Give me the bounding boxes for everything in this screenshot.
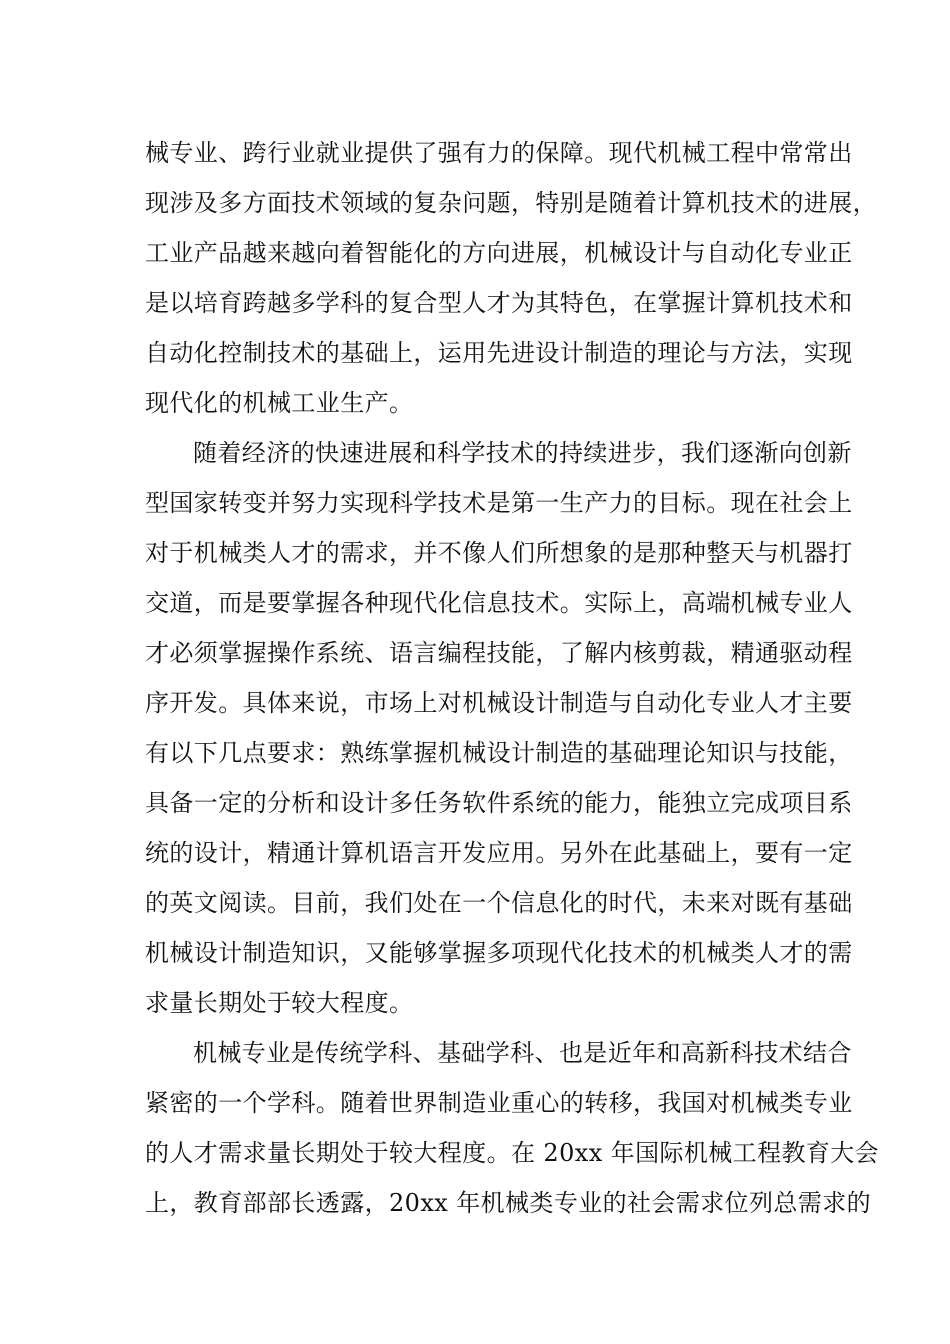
paragraph-line: 自动化控制技术的基础上，运用先进设计制造的理论与方法，实现	[145, 339, 853, 367]
paragraph-line: 现代化的机械工业生产。	[145, 389, 414, 417]
document-body	[145, 128, 880, 1228]
paragraph-line: 交道，而是要掌握各种现代化信息技术。实际上，高端机械专业人	[145, 589, 853, 617]
paragraph-line: 紧密的一个学科。随着世界制造业重心的转移，我国对机械类专业	[145, 1089, 853, 1117]
paragraph-first-line: 机械专业是传统学科、基础学科、也是近年和高新科技术结合	[193, 1039, 852, 1067]
paragraph-line: 现涉及多方面技术领域的复杂问题，特别是随着计算机技术的进展，	[145, 189, 877, 217]
paragraph-line: 统的设计，精通计算机语言开发应用。另外在此基础上，要有一定	[145, 839, 853, 867]
paragraph-line: 工业产品越来越向着智能化的方向进展，机械设计与自动化专业正	[145, 239, 853, 267]
paragraph-line: 序开发。具体来说，市场上对机械设计制造与自动化专业人才主要	[145, 689, 853, 717]
paragraph-line: 求量长期处于较大程度。	[145, 989, 414, 1017]
paragraph-line: 的英文阅读。目前，我们处在一个信息化的时代，未来对既有基础	[145, 889, 853, 917]
paragraph-line: 对于机械类人才的需求，并不像人们所想象的是那种整天与机器打	[145, 539, 853, 567]
paragraph-line: 型国家转变并努力实现科学技术是第一生产力的目标。现在社会上	[145, 489, 853, 517]
paragraph-line: 有以下几点要求：熟练掌握机械设计制造的基础理论知识与技能，	[145, 739, 853, 767]
paragraph-line: 才必须掌握操作系统、语言编程技能，了解内核剪裁，精通驱动程	[145, 639, 853, 667]
paragraph-line: 的人才需求量长期处于较大程度。在 20xx 年国际机械工程教育大会	[145, 1139, 880, 1167]
paragraph-line: 具备一定的分析和设计多任务软件系统的能力，能独立完成项目系	[145, 789, 853, 817]
paragraph-line: 械专业、跨行业就业提供了强有力的保障。现代机械工程中常常出	[145, 139, 853, 167]
paragraph-line: 机械设计制造知识，又能够掌握多项现代化技术的机械类人才的需	[145, 939, 853, 967]
paragraph-first-line: 随着经济的快速进展和科学技术的持续进步，我们逐渐向创新	[193, 439, 852, 467]
paragraph-line: 上，教育部部长透露，20xx 年机械类专业的社会需求位列总需求的	[145, 1189, 872, 1217]
paragraph-line: 是以培育跨越多学科的复合型人才为其特色，在掌握计算机技术和	[145, 289, 853, 317]
